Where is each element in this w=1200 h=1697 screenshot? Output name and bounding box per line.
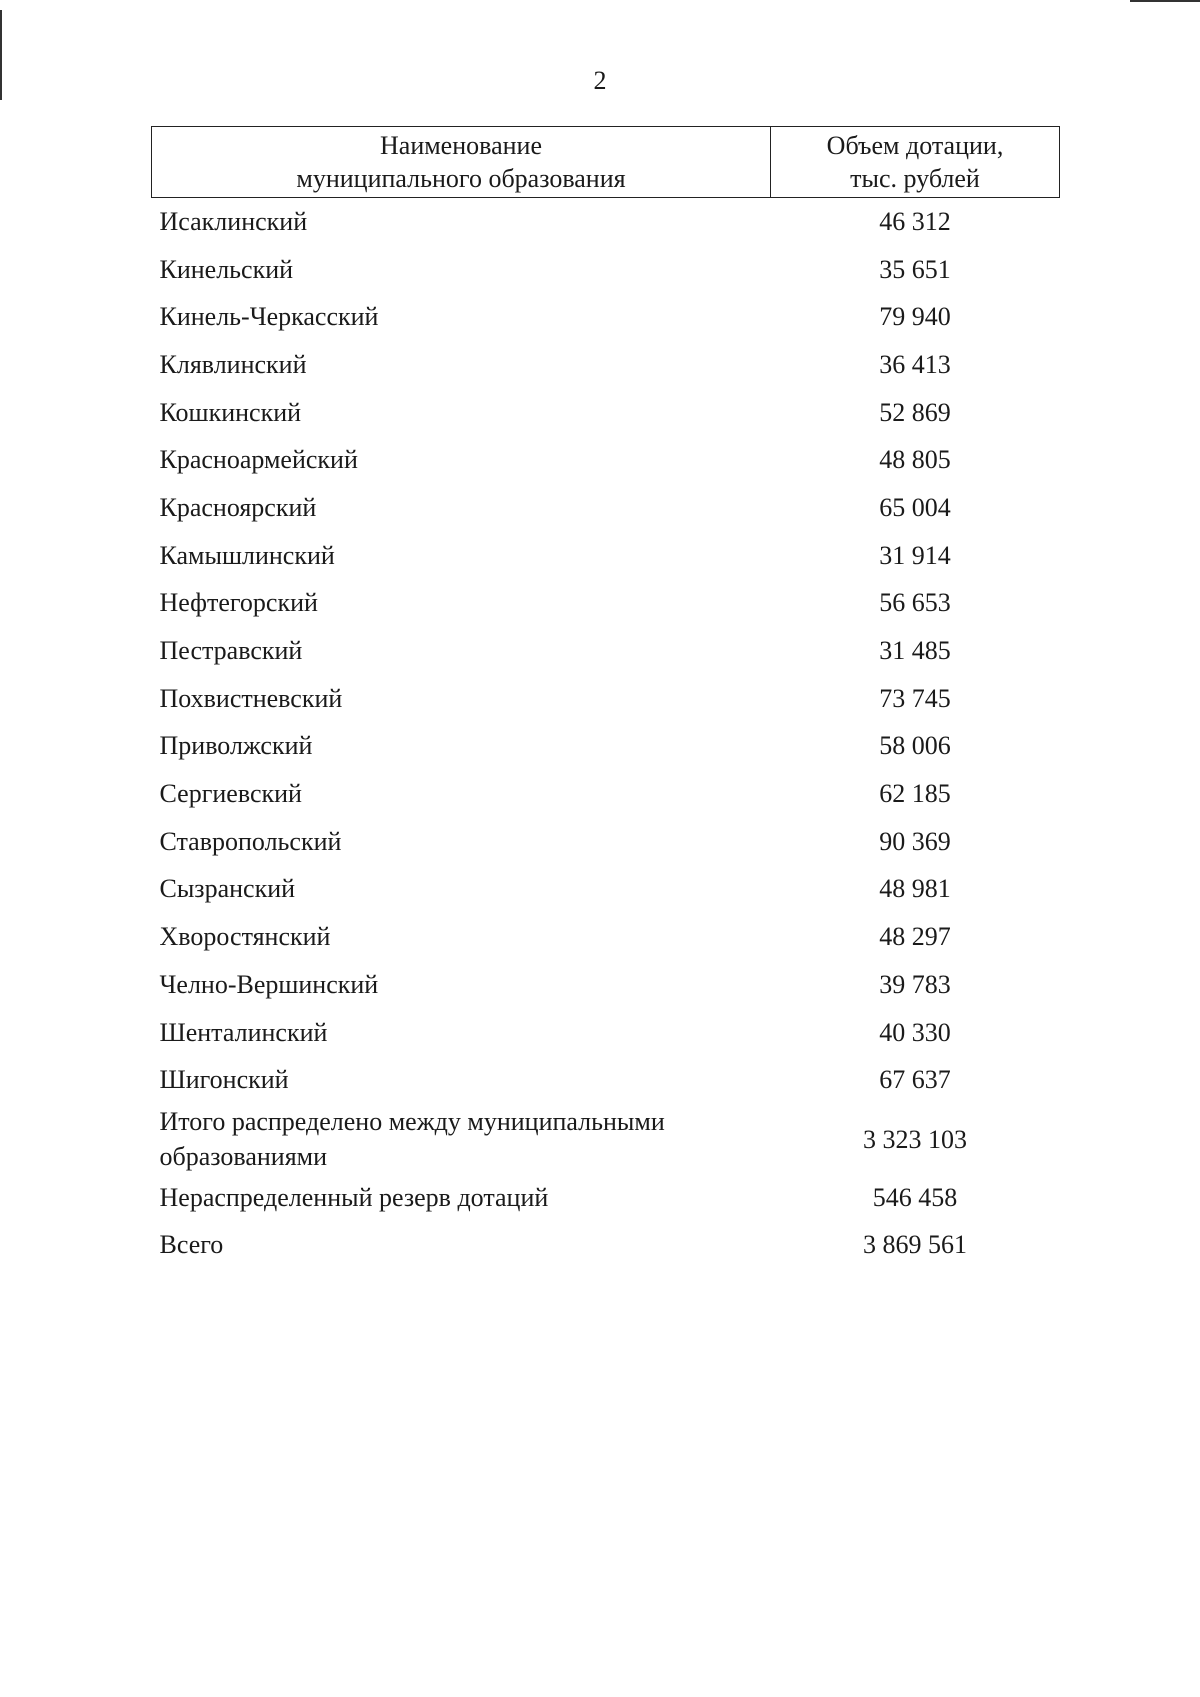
row-name: Клявлинский xyxy=(159,349,307,379)
row-amount: 35 651 xyxy=(879,254,951,284)
row-name: Челно-Вершинский xyxy=(159,969,379,999)
row-amount: 48 297 xyxy=(879,922,951,952)
row-name: Приволжский xyxy=(159,731,313,761)
reserve-row xyxy=(152,1174,1060,1221)
row-name: Шенталинский xyxy=(159,1017,328,1047)
row-amount: 39 783 xyxy=(879,969,951,999)
grand-total-amount: 3 869 561 xyxy=(863,1229,967,1259)
row-name: Сергиевский xyxy=(159,779,302,809)
table-row xyxy=(152,580,1060,628)
grand-total-label: Всего xyxy=(159,1229,224,1259)
table-body xyxy=(152,198,1060,1269)
header-row xyxy=(152,127,1060,198)
total-distributed-row xyxy=(152,1104,1060,1174)
scan-corner-mark xyxy=(1130,0,1200,2)
table-row xyxy=(152,198,1060,246)
row-amount: 46 312 xyxy=(879,206,951,236)
row-amount: 65 004 xyxy=(879,492,951,522)
table-row xyxy=(152,723,1060,771)
total-distributed-label-line2: образованиями xyxy=(159,1142,328,1172)
row-amount: 79 940 xyxy=(879,302,951,332)
table-row xyxy=(152,675,1060,723)
header-name-line2: муниципального образования xyxy=(296,164,626,193)
grand-total-row xyxy=(152,1221,1060,1268)
row-amount: 48 805 xyxy=(879,445,951,475)
table-header xyxy=(152,127,1060,198)
header-amount-line1: Объем дотации, xyxy=(826,131,1004,160)
table-row xyxy=(152,913,1060,961)
table-row xyxy=(152,341,1060,389)
page-number: 2 xyxy=(593,66,607,95)
row-amount: 67 637 xyxy=(879,1065,951,1095)
row-name: Ставропольский xyxy=(159,826,342,856)
subsidy-table xyxy=(151,126,1060,1268)
table-row xyxy=(152,866,1060,914)
row-name: Нефтегорский xyxy=(159,588,318,618)
table-row xyxy=(152,961,1060,1009)
row-name: Кинельский xyxy=(159,254,294,284)
row-amount: 58 006 xyxy=(879,731,951,761)
table-row xyxy=(152,389,1060,437)
row-amount: 62 185 xyxy=(879,779,951,809)
row-name: Хворостянский xyxy=(159,922,331,952)
row-amount: 36 413 xyxy=(879,349,951,379)
row-amount: 56 653 xyxy=(879,588,951,618)
row-amount: 48 981 xyxy=(879,874,951,904)
table-row xyxy=(152,532,1060,580)
reserve-label: Нераспределенный резерв дотаций xyxy=(159,1182,549,1212)
table-row xyxy=(152,627,1060,675)
table-row xyxy=(152,246,1060,294)
row-name: Кошкинский xyxy=(159,397,302,427)
header-amount-line2: тыс. рублей xyxy=(850,164,980,193)
table-row xyxy=(152,293,1060,341)
total-distributed-label xyxy=(152,1104,771,1174)
row-name: Кинель-Черкасский xyxy=(159,302,379,332)
header-name-line1: Наименование xyxy=(380,131,542,160)
row-name: Красноармейский xyxy=(159,445,358,475)
table-row xyxy=(152,1009,1060,1057)
reserve-amount: 546 458 xyxy=(872,1182,958,1212)
row-amount: 40 330 xyxy=(879,1017,951,1047)
total-distributed-amount: 3 323 103 xyxy=(863,1124,967,1154)
row-amount: 52 869 xyxy=(879,397,951,427)
table-row xyxy=(152,1056,1060,1104)
row-name: Камышлинский xyxy=(159,540,335,570)
row-amount: 31 914 xyxy=(879,540,951,570)
row-amount: 73 745 xyxy=(879,683,951,713)
row-amount: 31 485 xyxy=(879,636,951,666)
table-row xyxy=(152,484,1060,532)
table-row xyxy=(152,818,1060,866)
row-name: Сызранский xyxy=(159,874,296,904)
header-name xyxy=(152,127,771,198)
table-row xyxy=(152,770,1060,818)
row-name: Исаклинский xyxy=(159,206,308,236)
total-distributed-label-line1: Итого распределено между муниципальными xyxy=(159,1107,665,1137)
row-name: Шигонский xyxy=(159,1065,289,1095)
row-amount: 90 369 xyxy=(879,826,951,856)
row-name: Красноярский xyxy=(159,492,317,522)
row-name: Пестравский xyxy=(159,636,303,666)
header-amount xyxy=(771,127,1060,198)
table-row xyxy=(152,436,1060,484)
row-name: Похвистневский xyxy=(159,683,343,713)
